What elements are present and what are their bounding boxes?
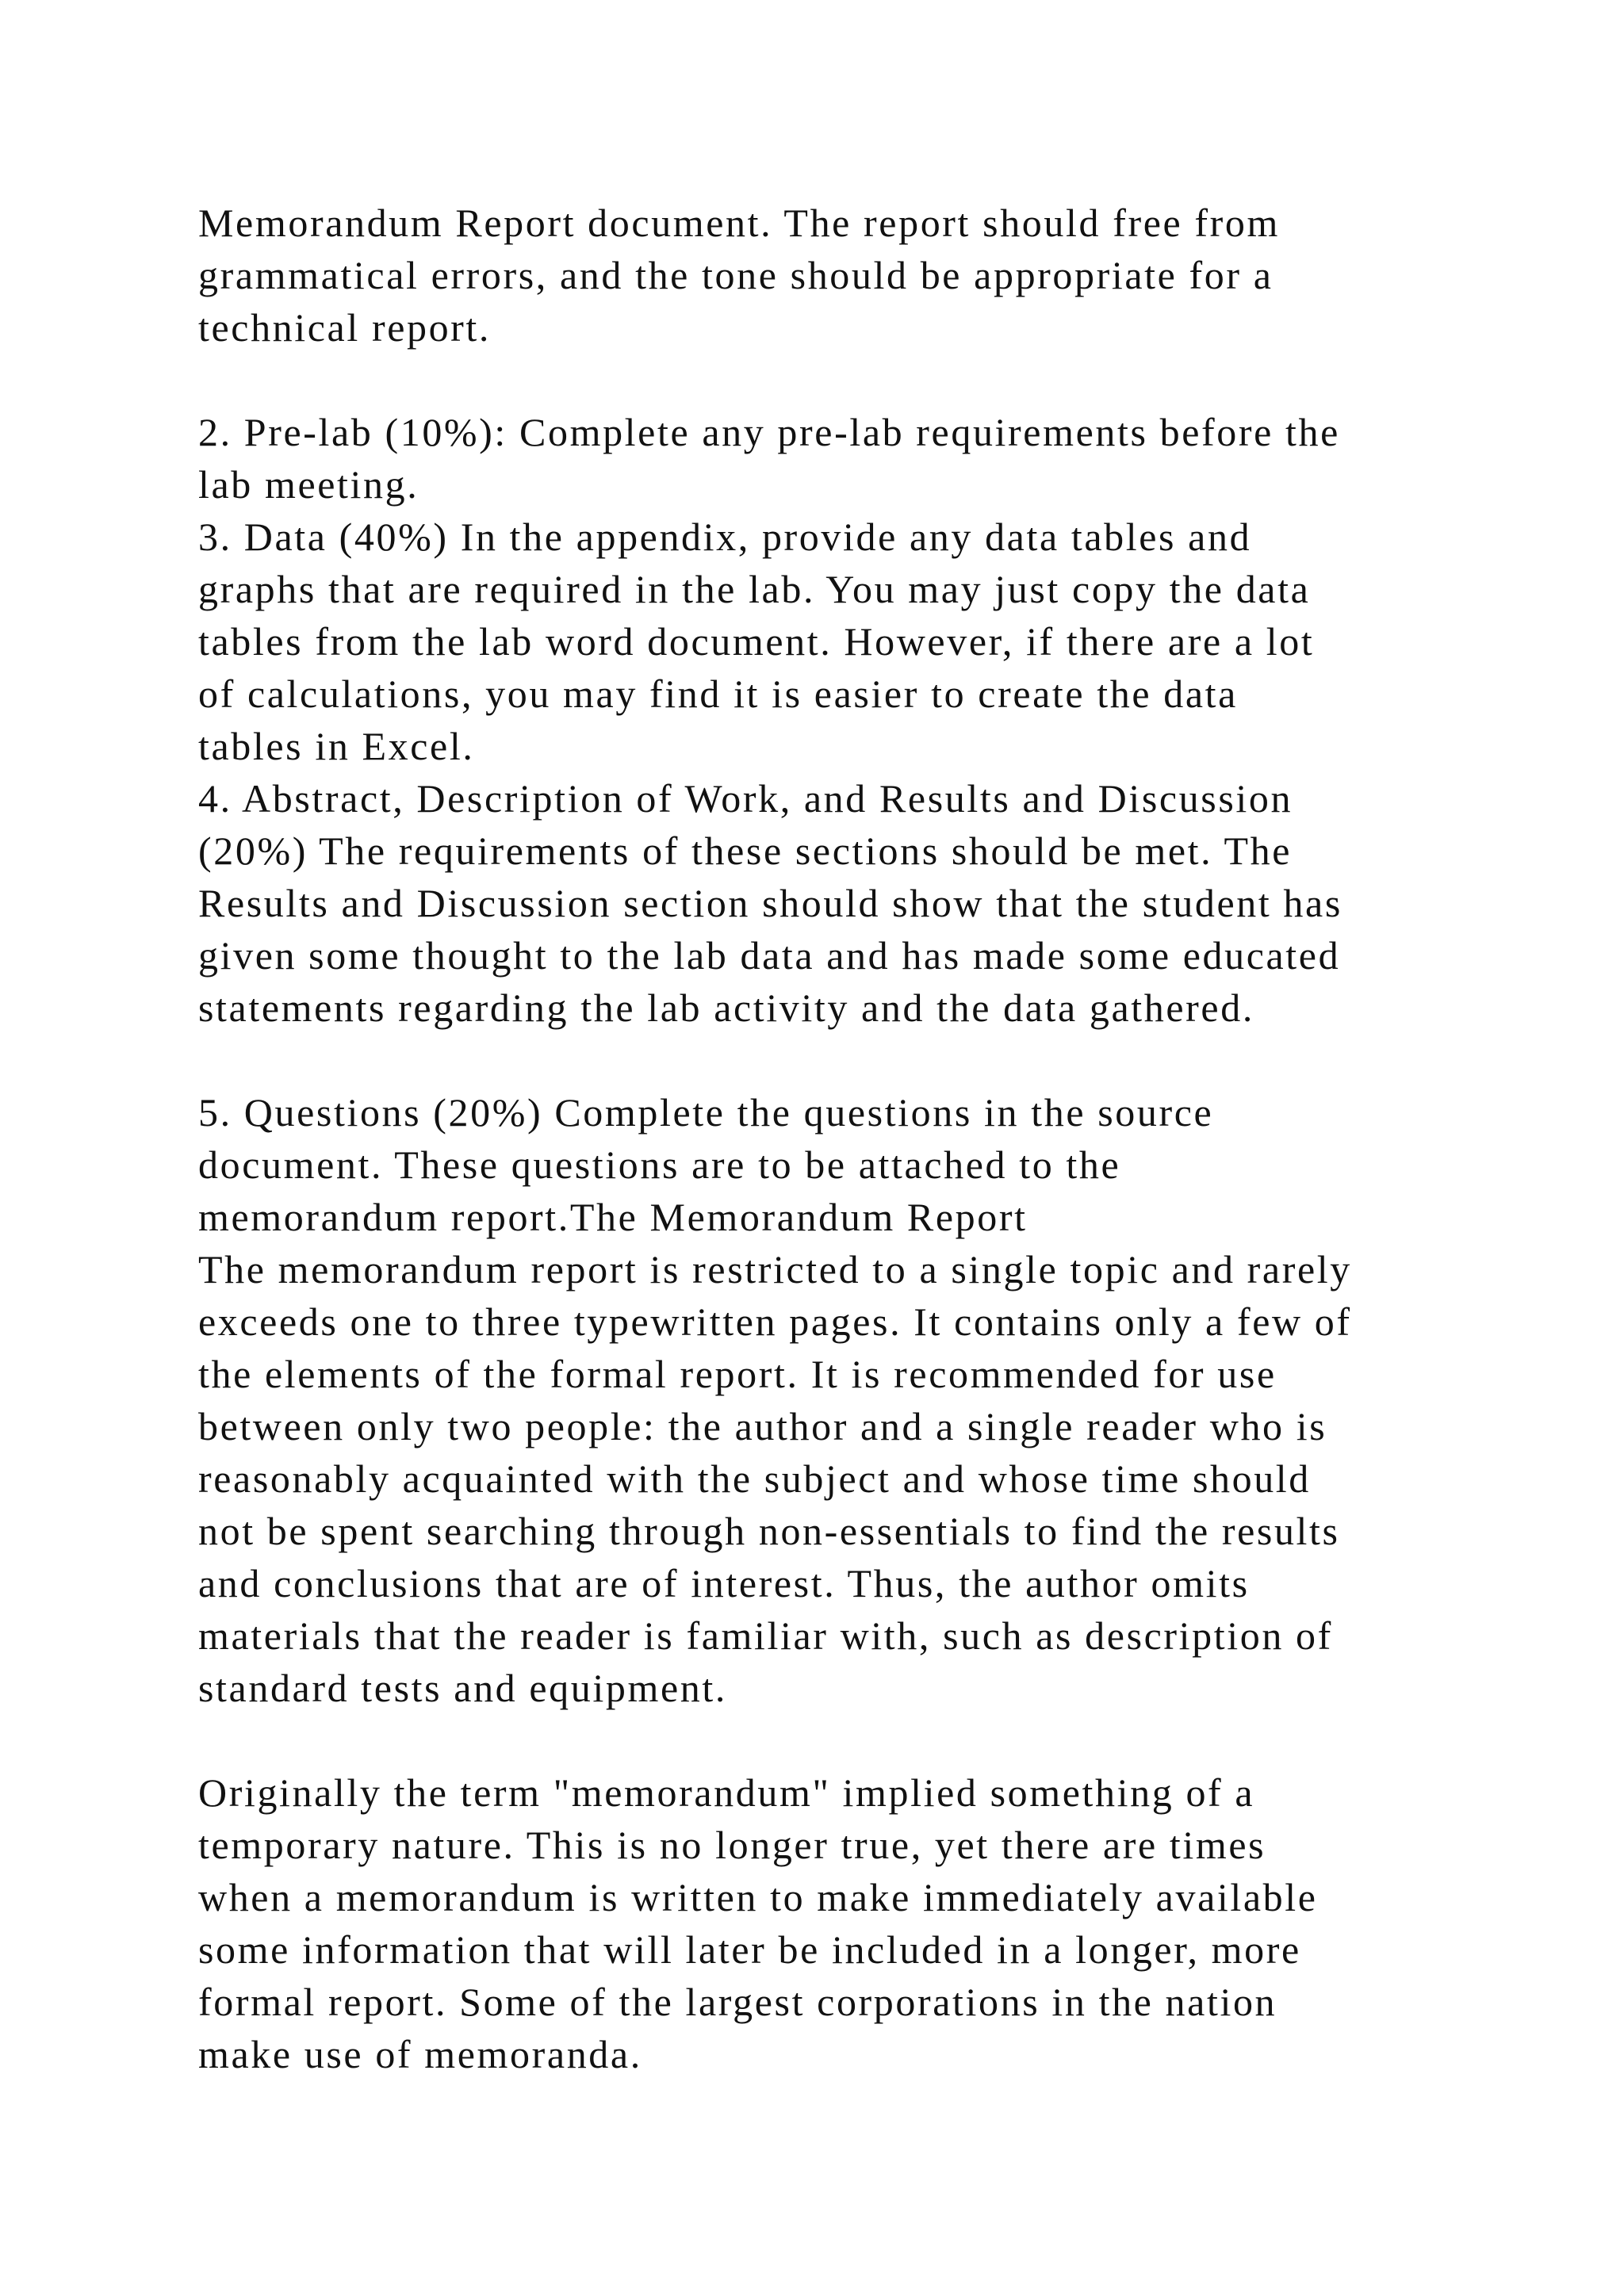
text-line: tables in Excel.: [198, 724, 475, 768]
text-line: grammatical errors, and the tone should be appropriate for a: [198, 253, 1274, 297]
text-line: lab meeting.: [198, 462, 419, 507]
paragraph-break: [198, 354, 1530, 406]
text-line: materials that the reader is familiar with, such as description of: [198, 1613, 1333, 1658]
text-line: between only two people: the author and a single reader who is: [198, 1404, 1327, 1448]
text-line: (20%) The requirements of these sections should be met. The: [198, 828, 1293, 873]
text-line: exceeds one to three typewritten pages. It contains only a few of: [198, 1299, 1352, 1344]
text-line: 3. Data (40%) In the appendix, provide any data tables and: [198, 515, 1252, 559]
text-line: statements regarding the lab activity and the data gathered.: [198, 985, 1254, 1030]
text-line: Results and Discussion section should show that the student has: [198, 881, 1342, 925]
paragraph-break: [198, 1034, 1530, 1086]
text-line: reasonably acquainted with the subject and whose time should: [198, 1456, 1311, 1501]
text-line: temporary nature. This is no longer true, yet there are times: [198, 1823, 1266, 1867]
text-line: standard tests and equipment.: [198, 1666, 727, 1710]
text-line: some information that will later be included in a longer, more: [198, 1927, 1301, 1972]
text-line: Originally the term "memorandum" implied something of a: [198, 1770, 1255, 1815]
text-line: tables from the lab word document. However, if there are a lot: [198, 619, 1315, 664]
text-line: make use of memoranda.: [198, 2032, 642, 2076]
text-line: and conclusions that are of interest. Thus, the author omits: [198, 1561, 1250, 1605]
text-line: memorandum report.The Memorandum Report: [198, 1195, 1028, 1239]
text-line: Memorandum Report document. The report should free from: [198, 201, 1280, 245]
text-line: the elements of the formal report. It is recommended for use: [198, 1352, 1277, 1396]
text-line: The memorandum report is restricted to a single topic and rarely: [198, 1247, 1352, 1292]
text-line: 4. Abstract, Description of Work, and Results and Discussion: [198, 776, 1293, 821]
document-body: [198, 197, 1530, 2080]
text-line: given some thought to the lab data and has made some educated: [198, 933, 1341, 978]
text-line: document. These questions are to be attached to the: [198, 1142, 1121, 1187]
text-line: technical report.: [198, 305, 492, 350]
text-line: graphs that are required in the lab. You may just copy the data: [198, 567, 1311, 611]
text-line: when a memorandum is written to make immediately available: [198, 1875, 1318, 1919]
text-line: 2. Pre-lab (10%): Complete any pre-lab requirements before the: [198, 410, 1340, 454]
text-line: formal report. Some of the largest corporations in the nation: [198, 1980, 1277, 2024]
text-line: of calculations, you may find it is easier to create the data: [198, 672, 1238, 716]
paragraph-break: [198, 1714, 1530, 1766]
text-line: not be spent searching through non-essentials to find the results: [198, 1509, 1340, 1553]
text-line: 5. Questions (20%) Complete the questions in the source: [198, 1090, 1214, 1135]
